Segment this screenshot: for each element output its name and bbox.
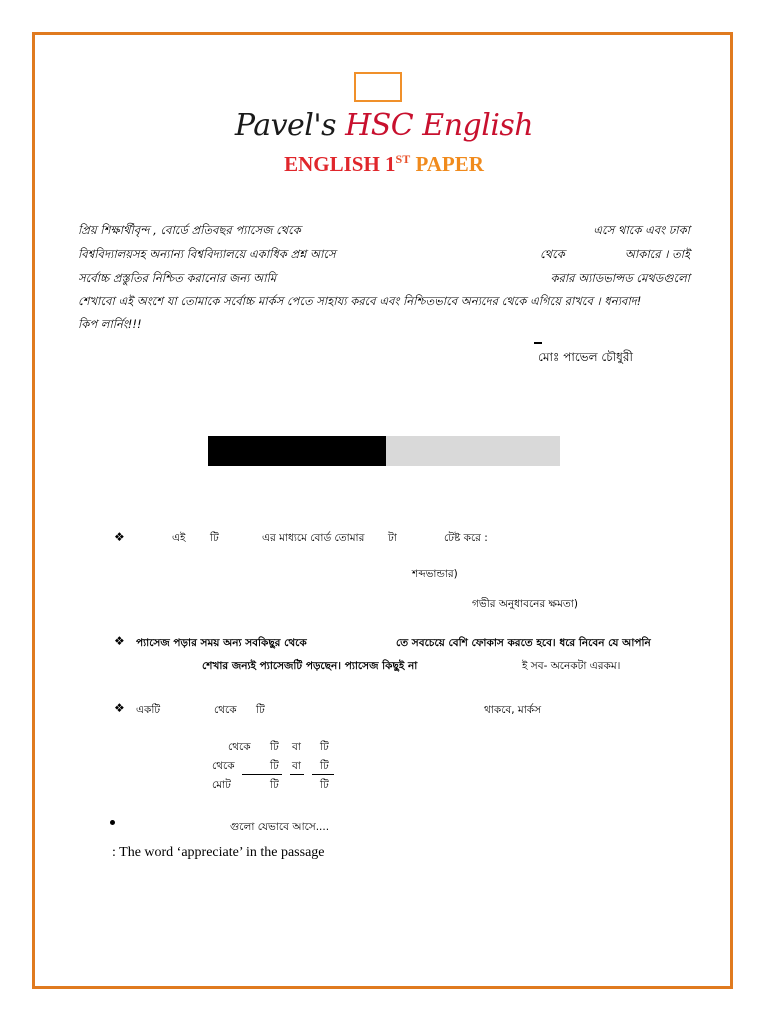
intro-line-1-right: এসে থাকে এবং ঢাকা: [593, 223, 690, 237]
calc-r2-c2: টি: [270, 760, 279, 772]
calc-r3-c1: মোট: [212, 779, 231, 791]
s3-word-3: টি: [256, 704, 265, 716]
intro-line-5: কিপ লার্নিং!!!: [78, 317, 142, 331]
intro-line-2-mid: থেকে: [540, 247, 565, 261]
s1-word-1: এই: [172, 532, 186, 544]
calc-r2-c4: টি: [320, 760, 329, 772]
intro-line-3-left: সর্বোচ্চ প্রস্তুতির নিশ্চিত করানোর জন্য আমি: [78, 271, 277, 285]
s3-word-4: থাকবে, মার্কস: [484, 704, 542, 716]
s1-word-4: টা: [388, 532, 397, 544]
subtitle-superscript: ST: [395, 152, 411, 166]
intro-line-2-right: আকারে । তাই: [624, 247, 690, 261]
s4-heading: গুলো যেভাবে আসে....: [230, 821, 330, 833]
s1-word-3: এর মাধ্যমে বোর্ড তোমার: [262, 532, 365, 544]
calc-r1-c3: বা: [292, 741, 301, 753]
subtitle-tail: PAPER: [415, 152, 484, 176]
intro-line-1-left: প্রিয় শিক্ষার্থীবৃন্দ , বোর্ডে প্রতিবছর প্যাসেজ থেকে: [78, 223, 301, 237]
s4-example: : The word ‘appreciate’ in the passage: [112, 845, 325, 860]
diamond-bullet-icon: ❖: [114, 530, 125, 544]
signature-dash: [534, 342, 542, 344]
diamond-bullet-icon: ❖: [114, 701, 125, 715]
calc-underline: [312, 774, 334, 775]
logo-placeholder: [354, 72, 402, 102]
intro-line-4: শেখাবো এই অংশে যা তোমাকে সর্বোচ্চ মার্কস পেতে সাহায্য করবে এবং নিশ্চিতভাবে অন্যদের থেকে এগিয়ে রাখবে । ধন্যবাদ!: [78, 294, 642, 308]
signature: মোঃ পাভেল চৌধুরী: [538, 350, 633, 364]
s3-word-2: থেকে: [214, 704, 237, 716]
intro-line-2-left: বিশ্ববিদ্যালয়সহ অন্যান্য বিশ্ববিদ্যালয়ে একাধিক প্রশ্ন আসে: [78, 247, 336, 261]
brand-word-1: Pavel's: [234, 108, 337, 143]
s1-word-5: টেষ্ট করে :: [444, 532, 488, 544]
calc-r2-c3: বা: [292, 760, 301, 772]
subtitle-main: ENGLISH 1: [284, 152, 396, 176]
paper-subtitle: [0, 152, 768, 177]
calc-r1-c1: থেকে: [228, 741, 251, 753]
intro-line-3-right: করার অ্যাডভান্সড মেথডগুলো: [550, 271, 690, 285]
calc-r1-c2: টি: [270, 741, 279, 753]
round-bullet-icon: [110, 820, 115, 825]
calc-underline: [242, 774, 282, 775]
redacted-bar-dark: [208, 436, 386, 466]
s1-sub-1: শব্দভান্ডার): [412, 568, 458, 580]
brand-title: [0, 108, 768, 143]
s2-line-2-right: ই সব- অনেকটা এরকম।: [522, 660, 621, 672]
brand-word-2: HSC: [345, 108, 414, 143]
redacted-bar-light: [386, 436, 560, 466]
diamond-bullet-icon: ❖: [114, 634, 125, 648]
s2-line-2-left: শেখার জন্যই প্যাসেজটি পড়ছেন। প্যাসেজ কিছুই না: [202, 660, 418, 672]
calc-r3-c3: টি: [320, 779, 329, 791]
s3-word-1: একটি: [136, 704, 161, 716]
calc-underline: [290, 774, 304, 775]
s2-line-1-right: তে সবচেয়ে বেশি ফোকাস করতে হবে। ধরে নিবেন যে আপনি: [396, 637, 651, 649]
brand-word-3: English: [422, 108, 534, 143]
s2-line-1-left: প্যাসেজ পড়ার সময় অন্য সবকিছুর থেকে: [136, 637, 307, 649]
calc-r3-c2: টি: [270, 779, 279, 791]
s1-word-2: টি: [210, 532, 219, 544]
calc-r2-c1: থেকে: [212, 760, 235, 772]
calc-r1-c4: টি: [320, 741, 329, 753]
s1-sub-2: গভীর অনুধাবনের ক্ষমতা): [472, 598, 578, 610]
